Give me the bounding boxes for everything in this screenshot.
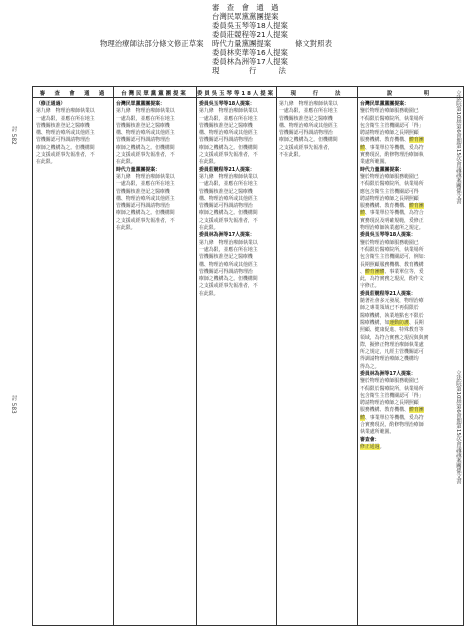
text-line: 時代力量黨團提案： bbox=[116, 166, 161, 173]
text-run: 鑒於物理治療師服務範圍已 bbox=[360, 239, 419, 246]
text-run: 聘請物理治療師之長期照顧 bbox=[360, 195, 419, 202]
col-divider-2 bbox=[196, 87, 197, 625]
text-line: 在此限。 bbox=[116, 159, 136, 166]
text-run: 、事業單位等機構，為符合 bbox=[364, 210, 424, 217]
text-line: 委員吳玉琴等18人提案： bbox=[199, 101, 255, 107]
text-line: 委員林為洲等17人提案： bbox=[199, 232, 255, 239]
text-line: 療師之機構為之。但機構間 bbox=[199, 210, 258, 217]
text-line: 委員莊競程等21人提案： bbox=[199, 166, 255, 173]
text-run: 聘請物理治療師之長期照顧 bbox=[360, 130, 419, 137]
text-line: 之支援或經事先報准者，不 bbox=[116, 217, 175, 224]
explanation-line bbox=[360, 364, 460, 371]
text-run: 鑒於物理治療師服務範圍已 bbox=[360, 378, 419, 385]
text-run: 業處所範圍。 bbox=[360, 159, 390, 166]
text-run: 不侷限於醫療院所，執業場所 bbox=[360, 115, 424, 122]
explanation-line bbox=[360, 378, 460, 385]
text-run: 實務現況及明確規範，爰修正 bbox=[360, 217, 424, 224]
text-run: 包含衛生主管機關認可「得」 bbox=[360, 122, 424, 129]
text-line: 在此限。 bbox=[116, 225, 136, 232]
text-line: 在此限。 bbox=[36, 159, 56, 166]
text-line: 之支援或經事先報准者，不 bbox=[36, 152, 95, 159]
text-run: 字修正。 bbox=[360, 283, 380, 290]
highlighted-term: 修正通過 bbox=[360, 443, 380, 450]
text-line: 第九條 物理治療師執業以 bbox=[199, 239, 258, 246]
text-line: 之支援或經事先報准者，不 bbox=[199, 283, 258, 290]
explanation-line bbox=[360, 262, 460, 269]
text-line: 療師之機構為之。但機構間 bbox=[279, 137, 338, 144]
text-run: 時代力量黨團提案： bbox=[360, 166, 405, 173]
explanation-line bbox=[360, 437, 460, 444]
explanation-line bbox=[360, 291, 460, 298]
header-line-6: 委員林奕華等16人提案 bbox=[212, 48, 288, 57]
text-line: 構、物理治療所或其他經主 bbox=[116, 195, 175, 202]
text-line: 一處為限，並應在所在地主 bbox=[279, 108, 338, 115]
header-line-2: 台灣民眾黨黨團提案 bbox=[212, 12, 279, 21]
text-run: 不侷限於醫療院所，執業場所 bbox=[360, 246, 424, 253]
wu-proposal-text bbox=[199, 101, 275, 298]
text-line: 管機關認可得調請物理治 bbox=[116, 203, 170, 210]
text-line: 療師之機構為之。但機構間 bbox=[199, 276, 258, 283]
header-line-4: 委員莊競程等21人提案 bbox=[212, 30, 288, 39]
text-run: 所之規定，凡經主管機關認可 bbox=[360, 349, 424, 356]
explanation-line bbox=[360, 240, 460, 247]
text-line: 在此限。 bbox=[199, 159, 219, 166]
text-run: 得調請物理治療師之機構均 bbox=[360, 356, 419, 363]
explanation-line bbox=[360, 386, 460, 393]
text-line: 台灣民眾黨黨團提案： bbox=[116, 101, 165, 107]
text-line: 管機關核准登記之醫療機 bbox=[199, 254, 253, 261]
text-run: 委員莊競程等21人提案： bbox=[360, 290, 416, 297]
text-line: 一處為限，並應在所在地主 bbox=[199, 181, 258, 188]
text-line: 管機關核准登記之醫療機 bbox=[36, 122, 90, 129]
text-line: 療師之機構為之。但機構間 bbox=[116, 210, 175, 217]
header-line-8: 現 行 法 bbox=[212, 66, 286, 75]
header-line-1: 審 查 會 通 過 bbox=[212, 3, 279, 12]
text-run: 、事業單位等機構，爰為符 bbox=[364, 414, 424, 421]
text-run: 、事業單位等機構，爰為符 bbox=[364, 144, 424, 151]
text-run: 服務機構、教育機構、 bbox=[360, 407, 409, 414]
text-run: 委員吳玉琴等18人提案： bbox=[360, 232, 416, 239]
highlighted-term: 體 bbox=[360, 414, 365, 421]
text-line: 之支援或經事先報准者，不 bbox=[116, 152, 175, 159]
explanation-line bbox=[360, 283, 460, 290]
explanation-line bbox=[360, 407, 460, 414]
header-line-3: 委員吳玉琴等18人提案 bbox=[212, 21, 288, 30]
text-run: 際，擬修正物理治療師執業處 bbox=[360, 341, 424, 348]
highlighted-term: 體育團體 bbox=[364, 268, 385, 275]
text-line: 第九條 物理治療師執業以 bbox=[279, 101, 338, 107]
page-number-top: 討 582 bbox=[10, 126, 16, 145]
side-label-bottom: 立法院第10屆第6會期第15次會議議案關係文書 bbox=[455, 370, 461, 485]
text-line: 之支援或經事先報准者，不 bbox=[199, 217, 258, 224]
text-run: 。 bbox=[379, 443, 385, 450]
explanation-line bbox=[360, 415, 460, 422]
explanation-line bbox=[360, 232, 460, 239]
text-line: （修正通過） bbox=[36, 101, 66, 107]
text-line: 一處為限，並應在所在地主 bbox=[116, 115, 175, 122]
col-header-explanation: 說 明 bbox=[386, 91, 432, 97]
text-run: 包含衛生主管機關認可，例如： bbox=[360, 254, 429, 261]
text-line: 構、物理治療所或其他經主 bbox=[199, 261, 258, 268]
highlighted-term: 體 bbox=[360, 144, 365, 151]
highlighted-term: 體育團 bbox=[408, 203, 424, 210]
text-line: 管機關認可得調請物理治 bbox=[279, 130, 333, 137]
text-line: 第九條 物理治療師執業以 bbox=[199, 108, 258, 115]
text-line: 之支援或經事先報准者，不 bbox=[199, 152, 258, 159]
text-line: 不在此限。 bbox=[279, 152, 304, 159]
col-header-committee: 審 查 會 通 過 bbox=[39, 91, 107, 97]
text-line: 管機關認可得調請物理治 bbox=[199, 137, 253, 144]
text-run: 合實務現況，酌修物理治療師 bbox=[360, 422, 424, 429]
text-run: 審查會： bbox=[360, 436, 380, 443]
text-run: 師之專業領域已不再侷限於 bbox=[360, 305, 419, 312]
explanation-line bbox=[360, 335, 460, 342]
text-run: 、 bbox=[360, 268, 365, 275]
explanation-line bbox=[360, 254, 460, 261]
side-label-top: 立法院第10屆第6會期第15次會議議案關係文書 bbox=[455, 90, 461, 205]
text-run: 、長期 bbox=[408, 319, 424, 326]
text-line: 管機關核准登記之醫療機 bbox=[116, 188, 170, 195]
current-law-text bbox=[279, 101, 356, 159]
explanation-line bbox=[360, 429, 460, 436]
text-line: 管機關認可得調請物理治 bbox=[199, 268, 253, 275]
text-run: 不侷限於醫療院所，執業場所 bbox=[360, 385, 424, 392]
text-line: 一處為限，並應在所在地主 bbox=[36, 115, 95, 122]
explanation-line bbox=[360, 342, 460, 349]
text-line: 一處為限，並應在所在地主 bbox=[116, 181, 175, 188]
text-run: 領域，為符合實務之現況與與實 bbox=[360, 334, 429, 341]
text-line: 管機關認可得調請物理治 bbox=[199, 203, 253, 210]
explanation-line bbox=[360, 189, 460, 196]
col-divider-4 bbox=[357, 87, 358, 625]
comparison-table bbox=[32, 86, 464, 626]
highlighted-term: 體 bbox=[360, 210, 365, 217]
header-line-7: 委員林為洲等17人提案 bbox=[212, 57, 288, 66]
text-run: 鑒於物理治療師服務範圍已 bbox=[360, 173, 419, 180]
text-line: 第九條 物理治療師執業以 bbox=[116, 173, 175, 180]
text-run: 醫療機構，如 bbox=[360, 319, 390, 326]
text-line: 管機關核准登記之醫療機 bbox=[199, 188, 253, 195]
text-run: 台灣民眾黨黨團提案： bbox=[360, 101, 409, 107]
text-run: 不侷限於醫療院所，執業場所 bbox=[360, 181, 424, 188]
text-run: 鑒於物理治療師服務範圍已 bbox=[360, 108, 419, 115]
text-run: 此，為符實務之現況，酌作文 bbox=[360, 276, 424, 283]
explanation-line bbox=[360, 210, 460, 217]
explanation-line bbox=[360, 137, 460, 144]
explanation-line bbox=[360, 305, 460, 312]
col-header-wu: 委員吳玉琴等18人提案 bbox=[196, 91, 276, 97]
text-line: 療師之機構為之。但機構間 bbox=[199, 144, 258, 151]
text-line: 一處為限，並應在所在地主 bbox=[199, 246, 258, 253]
text-run: 服務機構、教育機構、 bbox=[360, 137, 409, 144]
text-line: 療師之機構為之。但機構間 bbox=[116, 144, 175, 151]
text-line: 構、物理治療所或其他經主 bbox=[116, 130, 175, 137]
text-line: 之支援或經事先報准者， bbox=[279, 144, 333, 151]
header-rule bbox=[33, 97, 463, 98]
text-line: 在此限。 bbox=[199, 225, 219, 232]
highlighted-term: 體育團 bbox=[408, 407, 424, 414]
explanation-line bbox=[360, 145, 460, 152]
text-line: 構、物理治療所或其他經主 bbox=[36, 130, 95, 137]
explanation-line bbox=[360, 167, 460, 174]
text-run: 應包含衛生主管機關認可得 bbox=[360, 188, 419, 195]
highlighted-term: 運動防護 bbox=[389, 319, 409, 326]
text-line: 構、物理治療所或其他經主 bbox=[199, 130, 258, 137]
col-divider-3 bbox=[276, 87, 277, 625]
text-run: 聘請物理治療師之長期照顧 bbox=[360, 400, 419, 407]
text-run: 委員林為洲等17人提案： bbox=[360, 370, 416, 377]
text-line: 第九條 物理治療師執業以 bbox=[36, 108, 95, 115]
explanation-line bbox=[360, 116, 460, 123]
header-title-right: 條文對照表 bbox=[295, 39, 332, 48]
page-number-bottom: 討 583 bbox=[10, 395, 16, 414]
explanation-line bbox=[360, 181, 460, 188]
text-run: 長期照顧服務機構、教育機構 bbox=[360, 261, 424, 268]
text-run: 實務現況，酌修物理治療師執 bbox=[360, 152, 424, 159]
explanation-line bbox=[360, 327, 460, 334]
explanation-line bbox=[360, 444, 460, 451]
text-line: 管機關核准登記之醫療機 bbox=[116, 122, 170, 129]
text-line: 第九條 物理治療師執業以 bbox=[199, 173, 258, 180]
tpp-proposal-text bbox=[116, 101, 195, 232]
text-run: 物理治療師執業處所之規定。 bbox=[360, 225, 424, 232]
text-run: 照顧、健康促進、特殊教育等 bbox=[360, 327, 424, 334]
explanation-line bbox=[360, 108, 460, 115]
text-run: 、事業單位等，爰 bbox=[384, 268, 424, 275]
col-header-current-law: 現 行 法 bbox=[290, 91, 343, 97]
text-line: 在此限。 bbox=[199, 290, 219, 297]
text-line: 構、物理治療所或其他經主 bbox=[279, 122, 338, 129]
text-line: 療師之機構為之。但機構間 bbox=[36, 144, 95, 151]
explanation-line bbox=[360, 356, 460, 363]
text-run: 得為之。 bbox=[360, 363, 380, 370]
col-divider-1 bbox=[113, 87, 114, 625]
text-run: 包含衛生主管機關認可「得」 bbox=[360, 392, 424, 399]
text-run: 隨著社會多元發展，物理治療 bbox=[360, 298, 424, 305]
text-run: 執業處所範圍。 bbox=[360, 429, 395, 436]
text-line: 管機關核准登記之醫療機 bbox=[199, 122, 253, 129]
explanation-line bbox=[360, 159, 460, 166]
text-run: 醫療機構，執業地點也不限於 bbox=[360, 312, 424, 319]
explanation-line bbox=[360, 218, 460, 225]
text-line: 管機關認可得調請物理治 bbox=[116, 137, 170, 144]
explanation-text bbox=[360, 101, 460, 451]
text-line: 管機關認可得調請物理治 bbox=[36, 137, 90, 144]
header-line-5: 時代力量黨團提案 bbox=[212, 39, 272, 48]
text-line: 管機關核准登記之醫療機 bbox=[279, 115, 333, 122]
explanation-line bbox=[360, 313, 460, 320]
col-header-tpp: 台灣民眾黨黨團提案 bbox=[121, 91, 188, 97]
header-title-left: 物理治療師法部分條文修正草案 bbox=[100, 39, 204, 48]
text-line: 第九條 物理治療師執業以 bbox=[116, 108, 175, 115]
committee-text bbox=[36, 101, 112, 167]
text-run: 服務機構、教育機構、 bbox=[360, 203, 409, 210]
text-line: 構、物理治療所或其他經主 bbox=[199, 195, 258, 202]
text-line: 一處為限，並應在所在地主 bbox=[199, 115, 258, 122]
highlighted-term: 體育團 bbox=[408, 137, 424, 144]
